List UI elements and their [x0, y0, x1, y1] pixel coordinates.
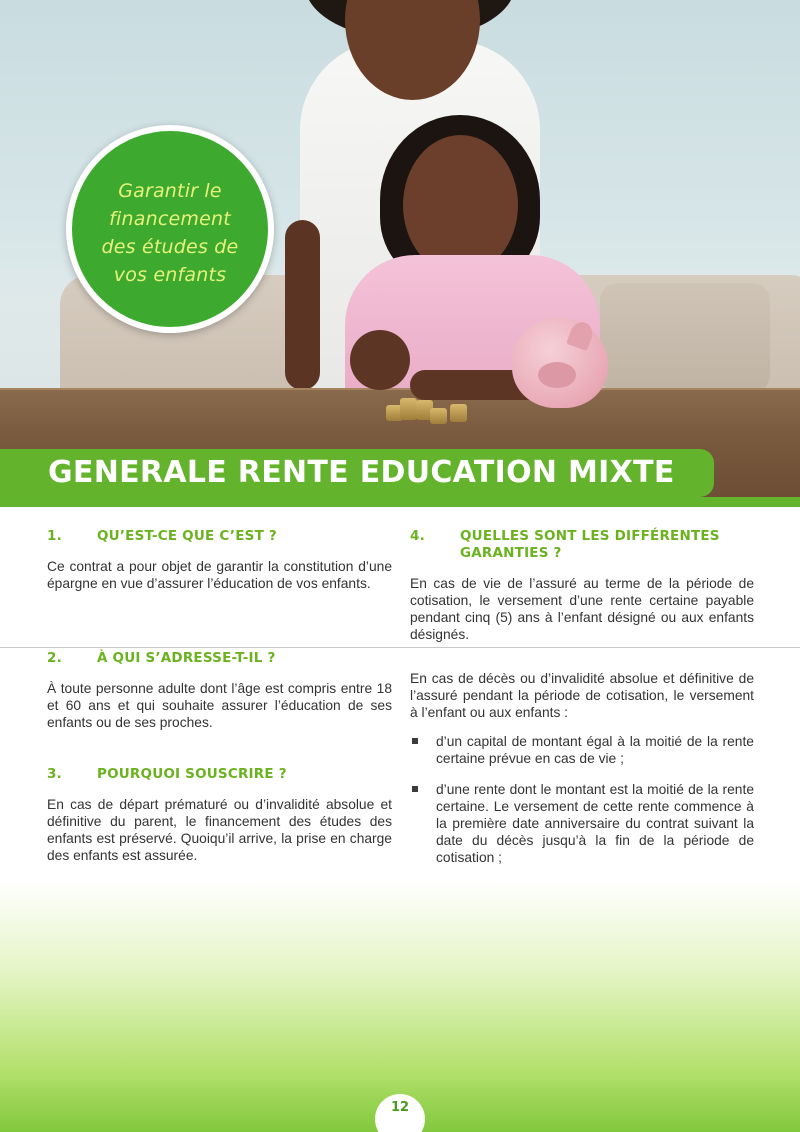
- section-number: 4.: [410, 528, 425, 544]
- page-number: 12: [390, 1100, 410, 1115]
- section-number: 3.: [47, 766, 62, 782]
- badge-line: financement: [109, 208, 231, 230]
- section-heading: [410, 528, 754, 562]
- section-text: Ce contrat a pour objet de garantir la constitution d’une épargne en vue d’assurer l’éducation de vos enfants.: [47, 559, 392, 591]
- section-2: [47, 650, 392, 731]
- section-title: QU’EST-CE QUE C’EST ?: [97, 528, 277, 544]
- section-heading: [47, 528, 392, 545]
- section-number: 1.: [47, 528, 62, 544]
- section-3: [47, 766, 392, 864]
- girl-face: [403, 135, 518, 275]
- mother-arm: [285, 220, 320, 390]
- bullet-icon: [412, 786, 418, 792]
- right-column: [410, 528, 754, 928]
- section-1: [47, 528, 392, 592]
- coin-stack: [430, 408, 447, 424]
- badge-line: vos enfants: [113, 264, 227, 286]
- sofa-cushion: [600, 283, 770, 393]
- page-title: GENERALE RENTE EDUCATION MIXTE: [48, 455, 675, 490]
- list-item-text: d’une rente dont le montant est la moitié de la rente certaine. Le versement de cette rente commence à la première date anniversaire du contrat suivant la date du décès jusqu’à la fin de la période de cotisation ;: [436, 782, 754, 865]
- girl-hand: [350, 330, 410, 390]
- coin-stack: [450, 404, 467, 422]
- section-text: En cas de départ prématuré ou d’invalidité absolue et définitive du parent, le financement des études des enfants est préservé. Quoiqu’il arrive, la prise en charge des enfants est assurée.: [47, 797, 392, 863]
- left-column: [47, 528, 392, 863]
- bullet-icon: [412, 738, 418, 744]
- section-4: [410, 528, 754, 914]
- coin-stack: [400, 398, 417, 420]
- badge-line: des études de: [101, 236, 239, 258]
- title-underline: [0, 497, 800, 507]
- section-heading: [47, 650, 392, 667]
- piggy-bank-snout: [538, 362, 576, 388]
- section-number: 2.: [47, 650, 62, 666]
- list-item-text: d’un capital de montant égal à la moitié de la rente certaine prévue en cas de vie ;: [436, 734, 754, 766]
- list-item: [410, 781, 754, 866]
- section-text-2: En cas de décès ou d’invalidité absolue et définitive de l’assuré pendant la période de cotisation, le versement à l’enfant ou aux enfants :: [410, 671, 754, 720]
- section-title: À QUI S’ADRESSE-T-IL ?: [97, 650, 276, 666]
- section-text: En cas de vie de l’assuré au terme de la période de cotisation, le versement d’une rente certaine payable pendant cinq (5) ans à l’enfant désigné ou aux enfants désignés.: [410, 576, 754, 642]
- badge-line: Garantir le: [118, 180, 222, 202]
- section-title: QUELLES SONT LES DIFFÉRENTES GARANTIES ?: [460, 528, 720, 561]
- section-heading: [47, 766, 392, 783]
- promo-badge: [66, 125, 274, 333]
- badge-text: [72, 177, 268, 289]
- section-title: POURQUOI SOUSCRIRE ?: [97, 766, 287, 782]
- section-text: À toute personne adulte dont l’âge est compris entre 18 et 60 ans et qui souhaite assurer l’éducation de ses enfants ou de ses proches.: [47, 681, 392, 730]
- list-item: [410, 733, 754, 767]
